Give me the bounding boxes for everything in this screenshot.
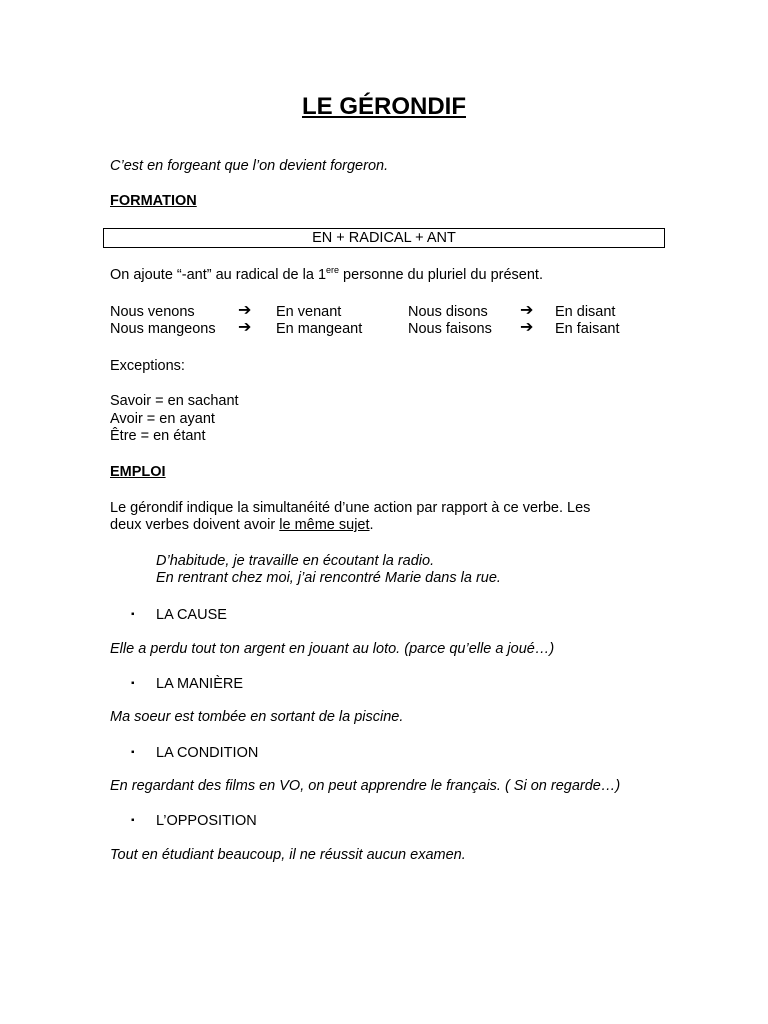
formation-rule [110, 266, 543, 285]
emphasis-same-subject: le même sujet [279, 517, 370, 533]
bullet-icon: ▪ [131, 609, 135, 620]
arrow-icon: ➔ [238, 302, 252, 319]
example-from: Nous disons [408, 304, 488, 320]
example-from: Nous venons [110, 304, 195, 320]
emploi-heading: EMPLOI [110, 464, 166, 480]
bullet-icon: ▪ [131, 678, 135, 689]
exception-item: Être = en étant [110, 428, 206, 444]
formation-rule-after: personne du pluriel du présent. [339, 267, 543, 283]
formation-heading: FORMATION [110, 193, 197, 209]
section-example: Tout en étudiant beaucoup, il ne réussit aucun examen. [110, 847, 466, 863]
proverb: C’est en forgeant que l’on devient forgeron. [110, 158, 389, 174]
emploi-paragraph-line [110, 516, 374, 534]
section-label: L’OPPOSITION [156, 813, 257, 829]
emploi-paragraph-line: Le gérondif indique la simultanéité d’une action par rapport à ce verbe. Les [110, 500, 591, 516]
section-example: En regardant des films en VO, on peut apprendre le français. ( Si on regarde…) [110, 778, 621, 794]
emploi-example: D’habitude, je travaille en écoutant la radio. [156, 553, 435, 569]
section-label: LA CAUSE [156, 607, 227, 623]
formation-rule-sup: ere [326, 265, 340, 275]
example-to: En mangeant [276, 321, 363, 337]
page-title: LE GÉRONDIF [301, 93, 466, 120]
example-to: En disant [555, 304, 616, 320]
section-label: LA CONDITION [156, 745, 259, 761]
emploi-example: En rentrant chez moi, j’ai rencontré Marie dans la rue. [156, 570, 501, 586]
example-from: Nous mangeons [110, 321, 216, 337]
emploi-text: . [369, 517, 374, 533]
arrow-icon: ➔ [520, 319, 534, 336]
arrow-icon: ➔ [520, 302, 534, 319]
bullet-icon: ▪ [131, 747, 135, 758]
example-from: Nous faisons [408, 321, 492, 337]
formula-box [103, 228, 665, 248]
example-to: En faisant [555, 321, 620, 337]
section-label: LA MANIÈRE [156, 676, 244, 692]
exception-item: Avoir = en ayant [110, 411, 215, 427]
arrow-icon: ➔ [238, 319, 252, 336]
exceptions-label: Exceptions: [110, 358, 185, 374]
emploi-text: deux verbes doivent avoir [110, 517, 280, 533]
exception-item: Savoir = en sachant [110, 393, 239, 409]
formation-rule-before: On ajoute “-ant” au radical de la 1 [110, 267, 327, 283]
formula-text: EN + RADICAL + ANT [312, 230, 456, 246]
section-example: Elle a perdu tout ton argent en jouant au loto. (parce qu’elle a joué…) [110, 641, 555, 657]
section-example: Ma soeur est tombée en sortant de la piscine. [110, 709, 404, 725]
example-to: En venant [276, 304, 342, 320]
bullet-icon: ▪ [131, 815, 135, 826]
